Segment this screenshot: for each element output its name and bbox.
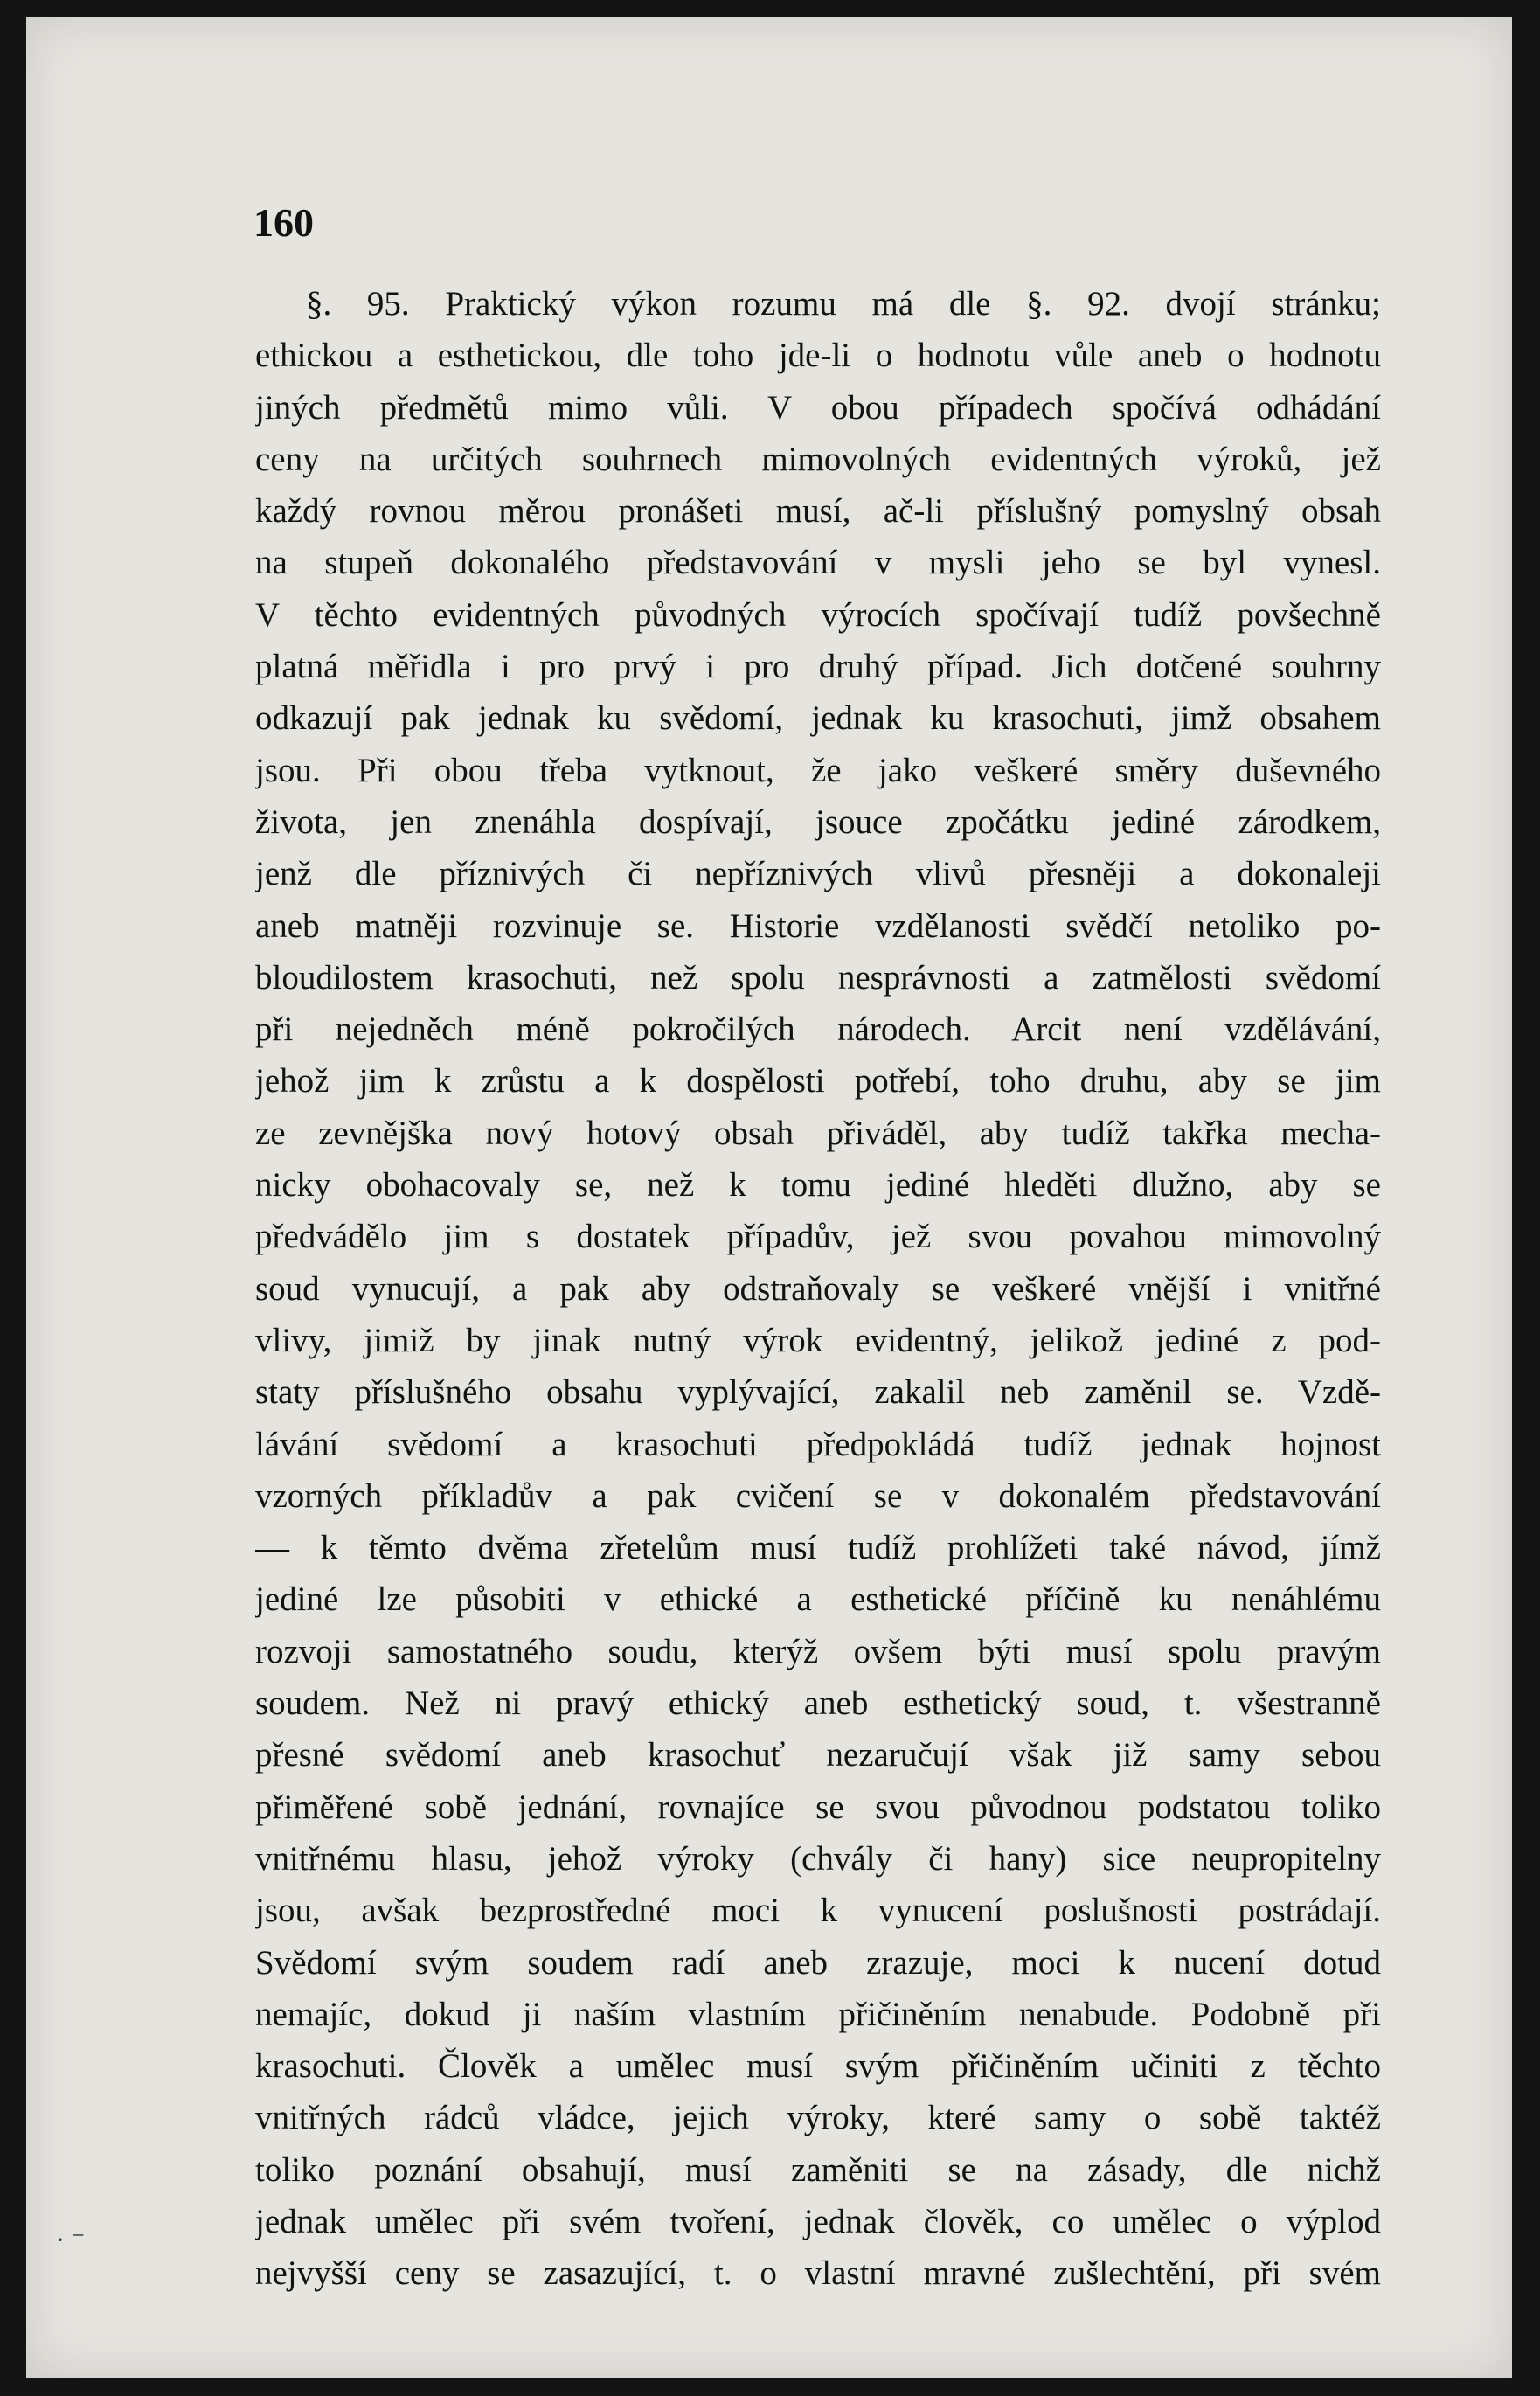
page-body-text [255, 278, 1381, 2300]
stray-mark: · ⁻ [56, 2226, 86, 2254]
page-number: 160 [253, 200, 314, 245]
text-line: nicky obohacovaly se, než k tomu jediné hleděti dlužno, aby se [255, 1166, 1381, 1205]
text-line: jsou. Při obou třeba vytknout, že jako veškeré směry duševného [255, 751, 1381, 789]
text-line: při nejedněch méně pokročilých národech. Arcit není vzdělávání, [255, 1010, 1381, 1049]
text-line: ethickou a esthetickou, dle toho jde-li o hodnotu vůle aneb o hodnotu [255, 337, 1381, 375]
text-line: §. 95. Praktický výkon rozumu má dle §. 92. dvojí stránku; [306, 285, 1381, 323]
text-line: odkazují pak jednak ku svědomí, jednak ku krasochuti, jimž obsahem [255, 699, 1381, 738]
text-line: ceny na určitých souhrnech mimovolných evidentných výroků, jež [255, 440, 1381, 478]
text-line: V těchto evidentných původných výrocích spočívají tudíž povšechně [255, 595, 1381, 634]
text-line: jednak umělec při svém tvoření, jednak člověk, co umělec o výplod [255, 2202, 1381, 2240]
text-line: — k těmto dvěma zřetelům musí tudíž prohlížeti také návod, jímž [255, 1529, 1381, 1567]
text-line: aneb matněji rozvinuje se. Historie vzdělanosti svědčí netoliko po- [255, 906, 1381, 945]
text-line: nejvyšší ceny se zasazující, t. o vlastní mravné zušlechtění, při svém [255, 2254, 1381, 2293]
text-line: rozvoji samostatného soudu, kterýž ovšem býti musí spolu pravým [255, 1632, 1381, 1670]
text-line: toliko poznání obsahují, musí zaměniti se na zásady, dle nichž [255, 2150, 1381, 2189]
text-line: lávání svědomí a krasochuti předpokládá tudíž jednak hojnost [255, 1425, 1381, 1463]
text-line: ze zevnějška nový hotový obsah přiváděl, aby tudíž takřka mecha- [255, 1114, 1381, 1152]
text-line: vnitřných rádců vládce, jejich výroky, které samy o sobě taktéž [255, 2099, 1381, 2137]
text-line: soudem. Než ni pravý ethický aneb esthetický soud, t. všestranně [255, 1684, 1381, 1723]
text-line: jsou, avšak bezprostředné moci k vynucení poslušnosti postrádají. [255, 1892, 1381, 1930]
text-line: staty příslušného obsahu vyplývající, zakalil neb zaměnil se. Vzdě- [255, 1373, 1381, 1412]
text-line: Svědomí svým soudem radí aneb zrazuje, moci k nucení dotud [255, 1943, 1381, 1982]
text-line: nemajíc, dokud ji naším vlastním přičiněním nenabude. Podobně při [255, 1995, 1381, 2033]
text-line: přiměřené sobě jednání, rovnajíce se svou původnou podstatou toliko [255, 1788, 1381, 1826]
text-line: jehož jim k zrůstu a k dospělosti potřebí, toho druhu, aby se jim [255, 1062, 1381, 1101]
text-line: každý rovnou měrou pronášeti musí, ač-li příslušný pomyslný obsah [255, 492, 1381, 531]
text-line: krasochuti. Člověk a umělec musí svým přičiněním učiniti z těchto [255, 2047, 1381, 2086]
text-line: vlivy, jimiž by jinak nutný výrok evidentný, jelikož jediné z pod- [255, 1321, 1381, 1359]
text-line: vzorných příkladův a pak cvičení se v dokonalém představování [255, 1476, 1381, 1515]
text-line: předvádělo jim s dostatek případův, jež svou povahou mimovolný [255, 1218, 1381, 1256]
text-line: platná měřidla i pro prvý i pro druhý případ. Jich dotčené souhrny [255, 648, 1381, 686]
text-line: přesné svědomí aneb krasochuť nezaručují však již samy sebou [255, 1736, 1381, 1774]
text-line: soud vynucují, a pak aby odstraňovaly se veškeré vnější i vnitřné [255, 1269, 1381, 1308]
text-line: jenž dle příznivých či nepříznivých vlivů přesněji a dokonaleji [255, 855, 1381, 893]
text-line: jediné lze působiti v ethické a esthetické příčině ku nenáhlému [255, 1580, 1381, 1619]
text-line: na stupeň dokonalého představování v mysli jeho se byl vynesl. [255, 544, 1381, 582]
text-line: bloudilostem krasochuti, než spolu nesprávnosti a zatmělosti svědomí [255, 958, 1381, 997]
text-line: vnitřnému hlasu, jehož výroky (chvály či hany) sice neupropitelny [255, 1839, 1381, 1878]
text-line: života, jen znenáhla dospívají, jsouce zpočátku jediné zárodkem, [255, 802, 1381, 841]
text-line: jiných předmětů mimo vůli. V obou případech spočívá odhádání [255, 388, 1381, 427]
